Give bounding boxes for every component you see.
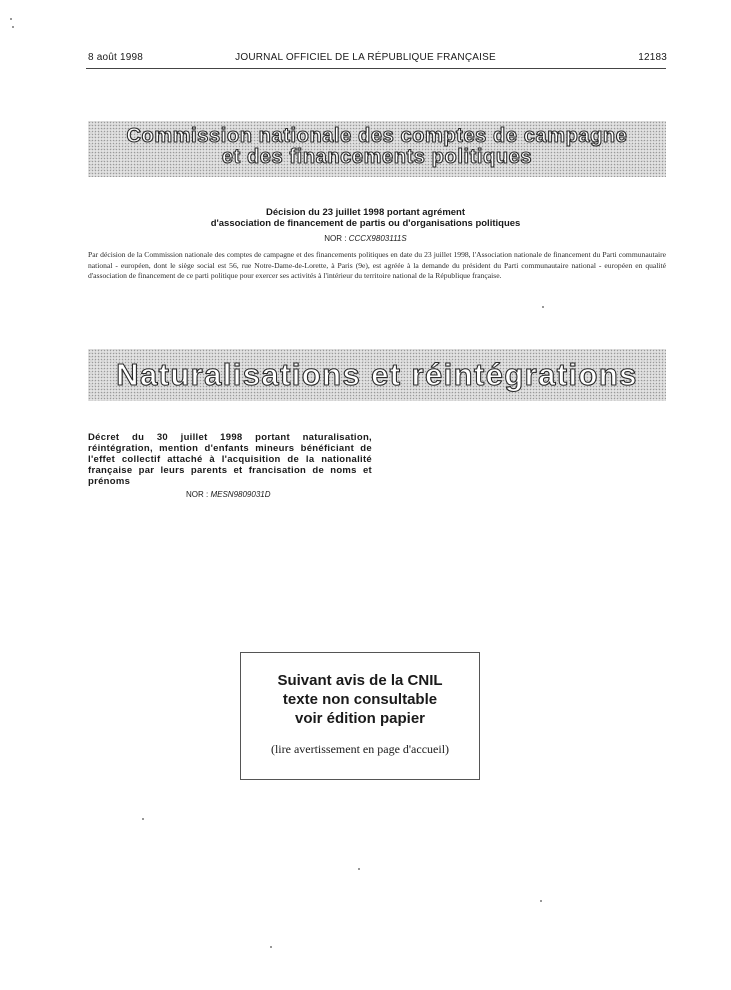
scan-speck — [270, 946, 272, 948]
decree-nor-code: MESN9809031D — [210, 490, 271, 499]
header-rule — [86, 68, 666, 69]
decision-title-line1: Décision du 23 juillet 1998 portant agrément — [265, 207, 466, 218]
cnil-notice-note: (lire avertissement en page d'accueil) — [270, 742, 450, 756]
cnil-notice-line2: texte non consultable — [282, 691, 438, 708]
decision-body: Par décision de la Commission nationale des comptes de campagne et des financements politiques en date du 23 juillet 1998, l'Association nationale de financement du Parti communautaire national - européen, dont le siège social est 56, rue Notre-Dame-de-Lorette, à Paris (9e), est agréée à la demande du président du Parti communautaire national - européen en qualité d'association de financement de ce parti politique pour exercer ses activités à l'intérieur du territoire national de la République française. — [88, 250, 666, 280]
decree-nor-label: NOR : — [186, 490, 209, 499]
scan-speck — [540, 900, 542, 902]
decision-nor-label: NOR : — [324, 234, 347, 243]
scan-speck — [542, 306, 544, 308]
decision-nor-code: CCCX9803111S — [348, 234, 407, 243]
decision-title — [0, 207, 731, 229]
header-date: 8 août 1998 — [88, 52, 144, 63]
banner-commission-line2: et des financements politiques — [221, 146, 533, 168]
banner-commission-title — [88, 121, 666, 168]
scan-speck — [10, 18, 12, 20]
section-banner-naturalisations — [88, 349, 666, 401]
section-banner-commission — [88, 121, 666, 177]
cnil-notice-box — [240, 652, 480, 780]
decision-nor — [0, 234, 731, 243]
scan-speck — [358, 868, 360, 870]
header-page-number: 12183 — [638, 52, 667, 63]
banner-naturalisations-title: Naturalisations et réintégrations — [116, 357, 638, 392]
banner-commission-line1: Commission nationale des comptes de campagne — [126, 125, 628, 147]
header-journal-title: JOURNAL OFFICIEL DE LA RÉPUBLIQUE FRANÇAISE — [235, 52, 496, 63]
cnil-notice-line3: voir édition papier — [294, 710, 426, 727]
decree-nor — [186, 490, 271, 499]
decision-title-line2: d'association de financement de partis ou d'organisations politiques — [210, 218, 521, 229]
decree-title: Décret du 30 juillet 1998 portant naturalisation, réintégration, mention d'enfants mineurs bénéficiant de l'effet collectif attaché à l'acquisition de la nationalité française par leurs parents et francisation de noms et prénoms — [88, 432, 372, 487]
scan-speck — [142, 818, 144, 820]
cnil-notice-line1: Suivant avis de la CNIL — [277, 672, 443, 689]
scan-speck — [12, 26, 14, 28]
